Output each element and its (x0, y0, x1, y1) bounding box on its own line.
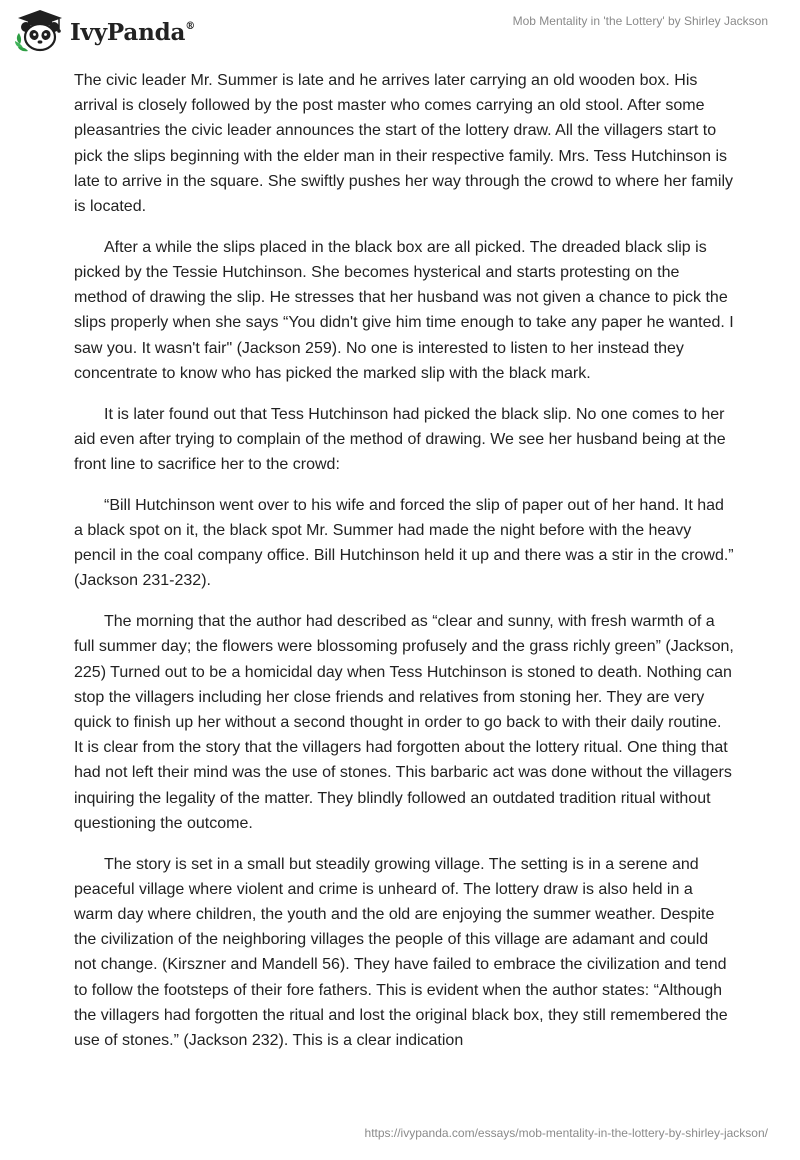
logo-text: IvyPanda® (70, 18, 195, 46)
paragraph: The civic leader Mr. Summer is late and he arrives later carrying an old wooden box. His arrival is closely followed by the post master who comes carrying an old stool. After some pleasantries the civic leader announces the start of the lottery draw. All the villagers start to pick the slips beginning with the elder man in their respective family. Mrs. Tess Hutchinson is late to arrive in the square. She swiftly pushes her way through the crowd to where her family is located. (74, 72, 733, 216)
ivypanda-logo[interactable] (14, 8, 195, 52)
block-quote: “Bill Hutchinson went over to his wife and forced the slip of paper out of her hand. It had a black spot on it, the black spot Mr. Summer had made the night before with the heavy pencil in the coal company office. Bill Hutchinson held it up and there was a stir in the crowd.” (Jackson 231-232). (74, 496, 734, 590)
panda-graduate-icon (14, 8, 66, 52)
registered-mark: ® (185, 20, 195, 32)
essay-body (74, 68, 734, 1069)
paragraph: After a while the slips placed in the black box are all picked. The dreaded black slip is picked by the Tessie Hutchinson. She becomes hysterical and starts protesting on the method of drawing the slip. He stresses that her husband was not given a chance to pick the slips properly when she says “You didn't give him time enough to take any paper he wanted. I saw you. It wasn't fair" (Jackson 259). No one is interested to listen to her instead they concentrate to know who has picked the marked slip with the black mark. (74, 238, 734, 382)
paragraph: The story is set in a small but steadily growing village. The setting is in a serene and peaceful village where violent and crime is unheard of. The lottery draw is also held in a warm day where children, the youth and the old are enjoying the summer weather. Despite the civilization of the neighboring villages the people of this village are adamant and could not change. (Kirszner and Mandell 56). They have failed to embrace the civilization and tend to follow the footsteps of their fore fathers. This is evident when the author states: “Although the villagers had forgotten the ritual and lost the original black box, they still remembered the use of stones.” (Jackson 232). This is a clear indication (74, 855, 728, 1050)
source-url[interactable]: https://ivypanda.com/essays/mob-mentality-in-the-lottery-by-shirley-jackson/ (364, 1126, 768, 1140)
paragraph: It is later found out that Tess Hutchinson had picked the black slip. No one comes to her aid even after trying to complain of the method of drawing. We see her husband being at the front line to sacrifice her to the crowd: (74, 405, 726, 474)
paragraph: The morning that the author had described as “clear and sunny, with fresh warmth of a full summer day; the flowers were blossoming profusely and the grass richly green” (Jackson, 225) Turned out to be a homicidal day when Tess Hutchinson is stoned to death. Nothing can stop the villagers including her close friends and relatives from stoning her. They are very quick to finish up her without a second thought in order to go back to with their daily routine. It is clear from the story that the villagers had forgotten about the lottery ritual. One thing that had not left their mind was the use of stones. This barbaric act was done without the villagers inquiring the legality of the matter. They blindly followed an outdated tradition ritual without questioning the outcome. (74, 613, 734, 832)
page-header (0, 0, 800, 60)
document-title: Mob Mentality in 'the Lottery' by Shirley Jackson (512, 14, 768, 28)
